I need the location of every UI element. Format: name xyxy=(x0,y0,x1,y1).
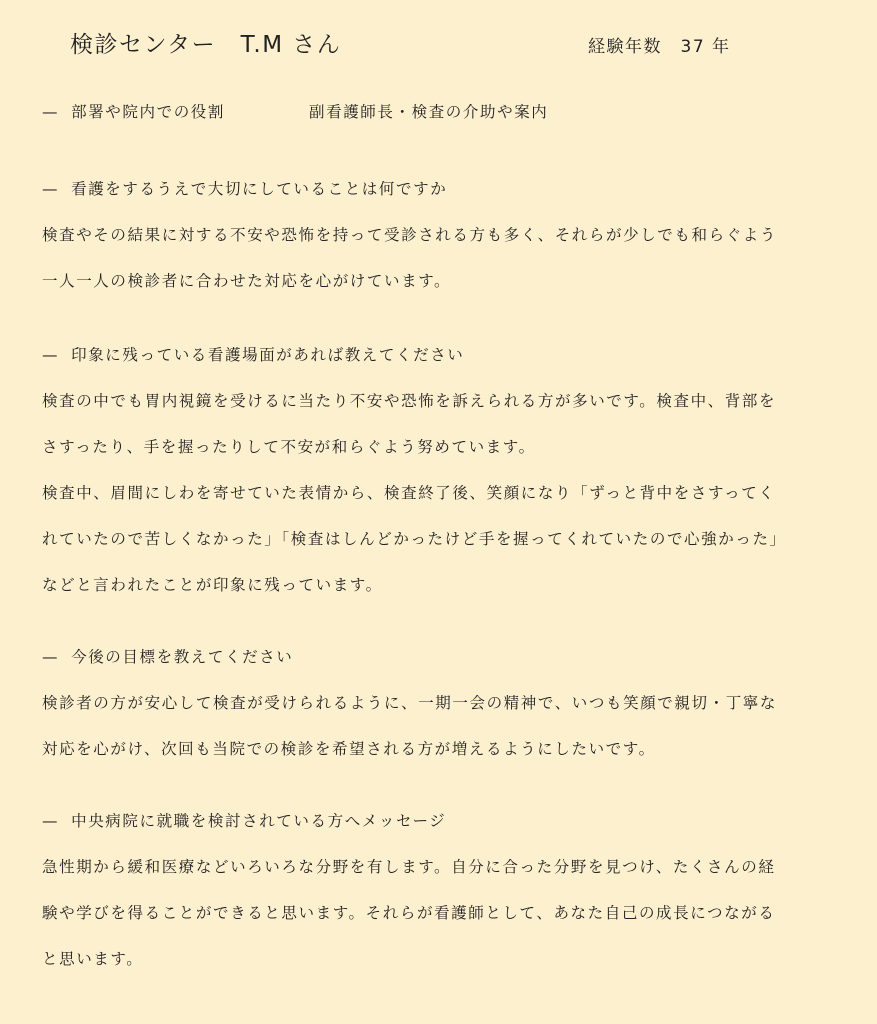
answer-line: 検査の中でも胃内視鏡を受けるに当たり不安や恐怖を訴えられる方が多いです。検査中、背部を xyxy=(42,392,777,410)
question-text: 看護をするうえで大切にしていることは何ですか xyxy=(71,180,448,198)
answer-block xyxy=(42,212,842,304)
answer-line: 検査中、眉間にしわを寄せていた表情から、検査終了後、笑顔になり「ずっと背中をさすってく xyxy=(42,484,776,502)
answer-line: 一人一人の検診者に合わせた対応を心がけています。 xyxy=(42,272,452,290)
question-heading xyxy=(42,340,842,370)
question-text: 今後の目標を教えてください xyxy=(71,648,294,666)
question-heading xyxy=(42,642,842,672)
answer-block xyxy=(42,378,842,608)
experience-years: 経験年数 37 年 xyxy=(588,37,731,57)
answer-line: 検査やその結果に対する不安や恐怖を持って受診される方も多く、それらが少しでも和らぐよう xyxy=(42,226,777,244)
answer-block xyxy=(42,680,842,772)
answer-line: 験や学びを得ることができると思います。それらが看護師として、あなた自己の成長につながる xyxy=(42,904,776,922)
dash-icon: — xyxy=(42,648,60,666)
dash-icon: — xyxy=(42,180,60,198)
page-title: 検診センター T.M さん xyxy=(70,32,342,58)
dash-icon: — xyxy=(42,812,60,830)
page-header xyxy=(0,26,877,62)
answer-line: 急性期から緩和医療などいろいろな分野を有します。自分に合った分野を見つけ、たくさんの経 xyxy=(42,858,776,876)
interview-content xyxy=(42,97,842,982)
dash-icon: — xyxy=(42,103,60,121)
question-heading xyxy=(42,174,842,204)
role-question-text: 部署や院内での役割 xyxy=(71,103,226,121)
answer-block xyxy=(42,844,842,982)
answer-line: さすったり、手を握ったりして不安が和らぐよう努めています。 xyxy=(42,438,536,456)
role-question xyxy=(42,97,309,127)
role-answer: 副看護師長・検査の介助や案内 xyxy=(309,103,549,121)
question-heading xyxy=(42,806,842,836)
answer-line: などと言われたことが印象に残っています。 xyxy=(42,576,383,594)
answer-line: れていたので苦しくなかった」「検査はしんどかったけど手を握ってくれていたので心強かった」 xyxy=(42,530,787,548)
answer-line: 検診者の方が安心して検査が受けられるように、一期一会の精神で、いつも笑顔で親切・丁寧な xyxy=(42,694,777,712)
dash-icon: — xyxy=(42,346,60,364)
question-text: 中央病院に就職を検討されている方へメッセージ xyxy=(71,812,447,830)
role-row xyxy=(42,97,842,127)
answer-line: と思います。 xyxy=(42,950,144,968)
question-text: 印象に残っている看護場面があれば教えてください xyxy=(71,346,465,364)
answer-line: 対応を心がけ、次回も当院での検診を希望される方が増えるようにしたいです。 xyxy=(42,740,656,758)
